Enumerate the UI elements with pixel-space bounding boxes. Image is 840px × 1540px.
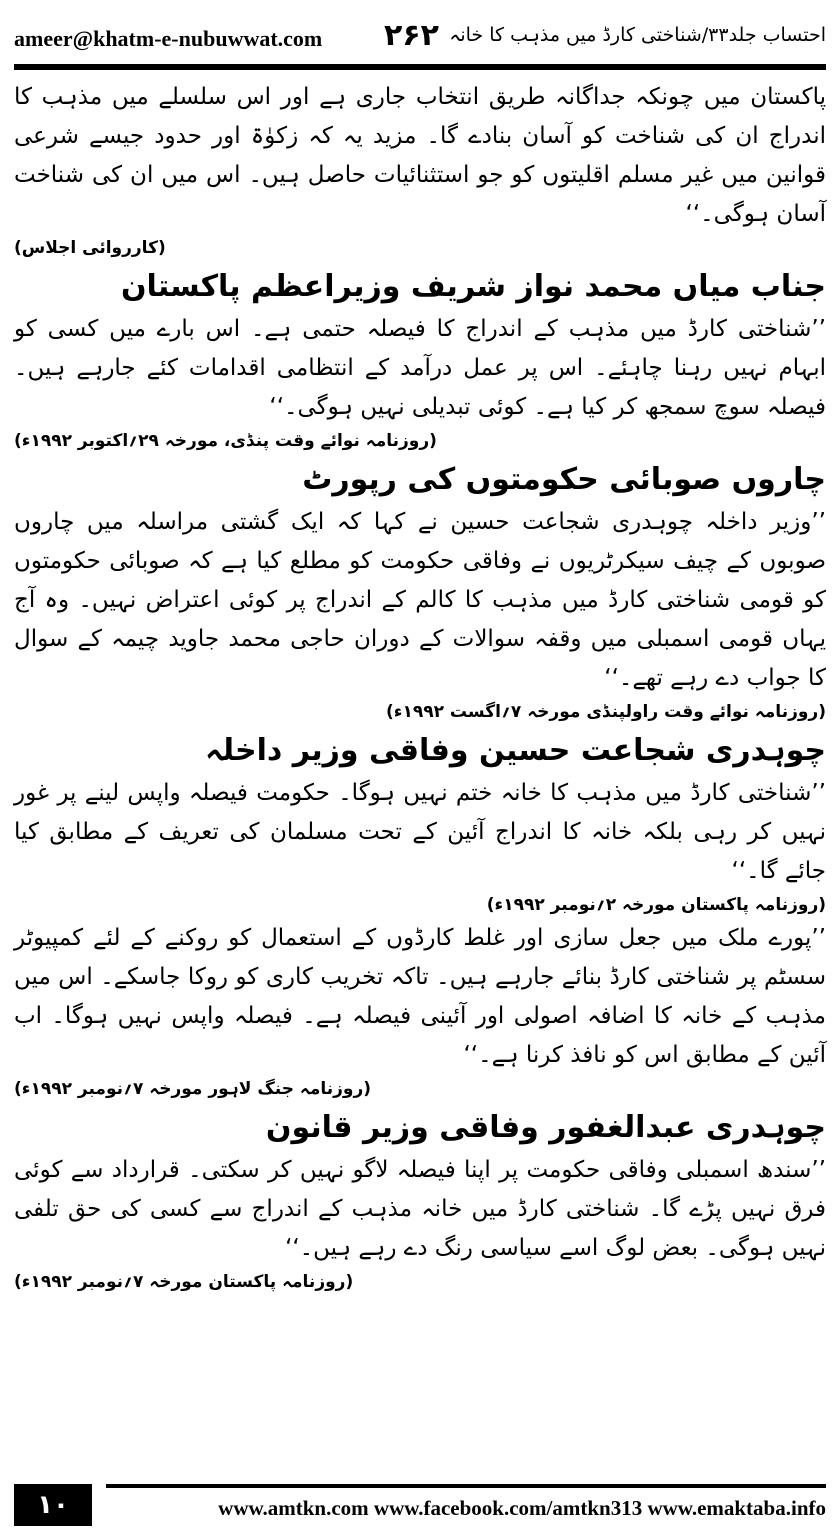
header-email: ameer@khatm-e-nubuwwat.com — [14, 26, 323, 51]
quote-paragraph: ’’سندھ اسمبلی وفاقی حکومت پر اپنا فیصلہ لاگو نہیں کر سکتی۔ قرارداد سے کوئی فرق نہیں پڑے گا۔ شناختی کارڈ میں خانہ مذہب کے اندراج سے کسی کی حق تلفی نہیں ہوگی۔ بعض لوگ اسے سیاسی رنگ دے رہے ہیں۔‘‘ — [14, 1157, 826, 1261]
header-rule — [14, 64, 826, 70]
section-heading: چوہدری شجاعت حسین وفاقی وزیر داخلہ — [205, 733, 826, 768]
paragraph: پاکستان میں چونکہ جداگانہ طریق انتخاب جاری ہے اور اس سلسلے میں مذہب کا اندراج ان کی شناخت کو آسان بنادے گا۔ مزید یہ کہ زکوٰۃ اور حدود جیسے شرعی قوانین میں غیر مسلم اقلیتوں کو جو استثنائیات حاصل ہیں۔ اس میں ان کی شناخت آسان ہوگی۔‘‘ — [14, 84, 826, 227]
running-title: احتساب جلد۳۳/شناختی کارڈ میں مذہب کا خانہ — [449, 24, 826, 46]
footer-urls: www.amtkn.com www.facebook.com/amtkn313 www.emaktaba.info — [106, 1484, 826, 1530]
source-citation: (روزنامہ نوائے وقت راولپنڈی مورخہ ۷؍اگست ۱۹۹۲ء) — [386, 702, 826, 722]
quote-paragraph: ’’وزیر داخلہ چوہدری شجاعت حسین نے کہا کہ ایک گشتی مراسلہ میں چاروں صوبوں کے چیف سیکرٹریوں نے وفاقی حکومت کو مطلع کیا ہے کہ صوبائی حکومتوں کو قومی شناختی کارڈ میں مذہب کا کالم کے اندراج پر کوئی اعتراض نہیں۔ وہ آج یہاں قومی اسمبلی میں وقفہ سوالات کے دوران حاجی محمد جاوید چیمہ کے سوال کا جواب دے رہے تھے۔‘‘ — [14, 509, 826, 691]
footer-number: ۱۰ — [14, 1484, 92, 1526]
source-citation: (کارروائی اجلاس) — [14, 238, 166, 258]
section-heading: چوہدری عبدالغفور وفاقی وزیر قانون — [265, 1110, 826, 1145]
quote-paragraph: ’’شناختی کارڈ میں مذہب کا خانہ ختم نہیں ہوگا۔ حکومت فیصلہ واپس لینے پر غور نہیں کر رہی بلکہ خانہ کا اندراج آئین کے تحت مسلمان کی تعریف کے مطابق کیا جائے گا۔‘‘ — [14, 780, 826, 884]
source-citation: (روزنامہ نوائے وقت پنڈی، مورخہ ۲۹؍اکتوبر ۱۹۹۲ء) — [14, 431, 437, 451]
quote-paragraph: ’’شناختی کارڈ میں مذہب کے اندراج کا فیصلہ حتمی ہے۔ اس بارے میں کسی کو ابہام نہیں رہنا چاہئے۔ اس پر عمل درآمد کے انتظامی اقدامات کئے جارہے ہیں۔ فیصلہ سوچ سمجھ کر کیا ہے۔ کوئی تبدیلی نہیں ہوگی۔‘‘ — [14, 316, 826, 420]
source-citation: (روزنامہ پاکستان مورخہ ۷؍نومبر ۱۹۹۲ء) — [14, 1272, 354, 1292]
page-number: ۲۶۲ — [384, 18, 439, 53]
page-body — [14, 78, 826, 1460]
source-citation: (روزنامہ جنگ لاہور مورخہ ۷؍نومبر ۱۹۹۲ء) — [14, 1079, 372, 1099]
section-heading: چاروں صوبائی حکومتوں کی رپورٹ — [302, 462, 826, 497]
source-citation: (روزنامہ پاکستان مورخہ ۲؍نومبر ۱۹۹۲ء) — [486, 895, 826, 915]
page-header — [14, 18, 826, 62]
section-heading: جناب میاں محمد نواز شریف وزیراعظم پاکستان — [120, 269, 826, 304]
page-footer — [14, 1484, 826, 1526]
quote-paragraph: ’’پورے ملک میں جعل سازی اور غلط کارڈوں کے استعمال کو روکنے کے لئے کمپیوٹر سسٹم پر شناختی کارڈ بنائے جارہے ہیں۔ تاکہ تخریب کاری کو روکا جاسکے۔ اس میں مذہب کے خانہ کا اضافہ اصولی اور آئینی فیصلہ ہے۔ فیصلہ واپس نہیں ہوگا۔ اب آئین کے مطابق اس کو نافذ کرنا ہے۔‘‘ — [14, 925, 826, 1068]
